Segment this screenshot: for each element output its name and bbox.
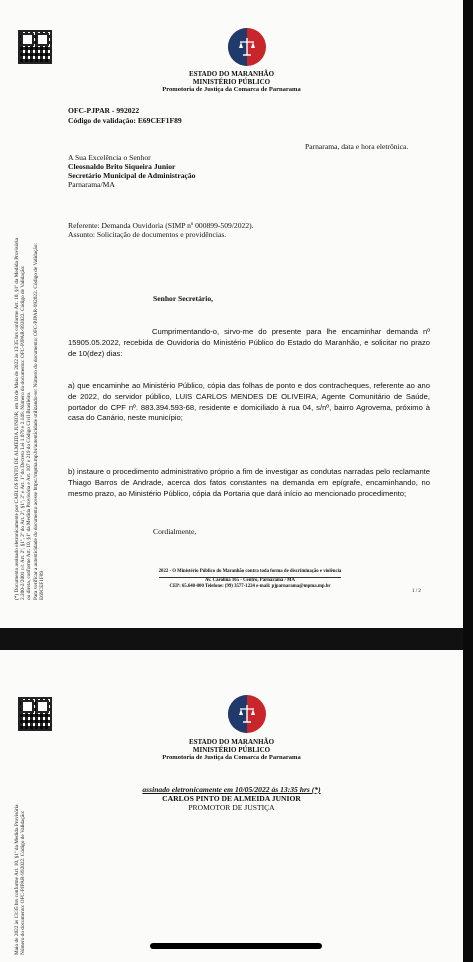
qr-code-icon [18, 30, 52, 64]
validation-code: Código de validação: E69CEF1F89 [68, 116, 182, 125]
document-header [0, 70, 463, 94]
header-office: Promotoria de Justiça da Comarca de Parnarama [162, 754, 301, 761]
screen-edge [463, 0, 473, 962]
reference-number: OFC-PJPAR - 992022 [68, 106, 140, 115]
addressee-line: A Sua Excelência o Senhor [68, 153, 151, 162]
addressee-block [68, 153, 195, 189]
sidebar-line-1: (*) Documento assinado eletronicamente por CARLOS PINTO DE ALMEIDA JUNIOR, em 10 de Maio de 2022 às 13:35 hrs conforme Art. 10, §1º da Medida Provisória [14, 238, 20, 600]
header-state: ESTADO DO MARANHÃO [188, 70, 275, 78]
addressee-title: Secretário Municipal de Administração [68, 171, 196, 180]
referente-line: Referente: Demanda Ouvidoria (SIMP nº 000899-509/2022). [68, 221, 254, 230]
sidebar-line-4: Para verificar a autenticidade do documento acesse https://mpma.mp.br/autenticidade utilizando-se: Número do documento: OFC-PJPAR-992022. Código de Validação: [32, 243, 39, 600]
home-indicator[interactable] [150, 943, 322, 949]
closing: Cordialmente, [153, 527, 197, 536]
sidebar-line-2: Número do documento: OFC-PJPAR-992022. Código de Validação: [20, 810, 27, 955]
document-page-2 [0, 650, 463, 962]
addressee-name: Cleosnaldo Brito Siqueira Junior [68, 162, 176, 171]
header-institution: MINISTÉRIO PÚBLICO [192, 78, 271, 86]
sidebar-line-1: Maio de 2022 às 13:35 hrs conforme Art. 10, §1º da Medida Provisória [14, 804, 20, 955]
paragraph-1: Cumprimentando-o, sirvo-me do presente para lhe encaminhar demanda nº 15905.05.2022, recebida de Ouvidoria do Ministério Público do Estado do Maranhão, e solicitar no prazo de 10(dez) dias: [68, 327, 430, 358]
signed-line: assinado eletronicamente em 10/05/2022 às 13:35 hrs (*) [142, 785, 321, 794]
paragraph-3: b) instaure o procedimento administrativo próprio a fim de investigar as condutas narradas pelo reclamante Thiago Barros de Andrade, acerca dos fatos constantes na demanda em epígrafe, encaminhando, no mesmo prazo, ao Ministério Público, cópia da Portaria que dará início ao mencionado procedimento; [68, 467, 430, 498]
footer-line-3: CEP: 65.640-000 Telefone: (99) 3577-1224 e-mail: pjparnarama@mpma.mp.br [169, 584, 331, 589]
footer-line-1: 2022 - O Ministério Público do Maranhão contra toda forma de discriminação e violência [159, 569, 342, 578]
signature-block [0, 785, 463, 812]
sidebar-line-3: ou direta, conforme Art. 10, §1º da Medida Provisória e Art. 107 e 219 do Código Civil Brasileiro. [26, 391, 33, 600]
header-office: Promotoria de Justiça da Comarca de Parnarama [162, 86, 301, 93]
reference-block [68, 221, 254, 239]
paragraph-2: a) que encaminhe ao Ministério Público, cópia das folhas de ponto e dos contracheques, referente ao ano de 2022, do servidor público, LUIS CARLOS MENDES DE OLIVEIRA, Agente Comunitário de Saúde, portador do CPF nº. 883.394.593-68, residente e domiciliado à rua 04, s/nº, bairro Agrovema, próximo à casa do Canário, neste município; [68, 381, 430, 423]
footer-line-2: Av. Carolina 165 - Centro, Parnarama / MA [205, 577, 295, 583]
assunto-line: Assunto: Solicitação de documentos e providências. [68, 230, 227, 239]
document-header [0, 738, 463, 762]
sidebar-line-2: 2.200-2/2001 c/c Art. 2º, §1º, 2º do Art. 2º, §1º, 2º e Art. 1º do Decreto Lei 1.079 e 2.149. Número do documento: OFC-PJPAR-992022. Código de Validação: [20, 265, 27, 600]
sidebar-line-5: E69CEF1F89 [38, 570, 45, 600]
page-number: 1 / 2 [412, 589, 421, 594]
date-line: Parnarama, data e hora eletrônica. [305, 142, 409, 151]
signer-title: PROMOTOR DE JUSTIÇA [188, 803, 275, 812]
addressee-city: Parnarama/MA [68, 180, 115, 189]
ministerio-publico-logo-icon [228, 28, 266, 66]
header-state: ESTADO DO MARANHÃO [188, 738, 275, 746]
signer-name: CARLOS PINTO DE ALMEIDA JUNIOR [162, 794, 301, 803]
header-institution: MINISTÉRIO PÚBLICO [192, 746, 271, 754]
ministerio-publico-logo-icon [228, 695, 266, 733]
document-footer [120, 569, 380, 591]
salutation: Senhor Secretário, [153, 294, 214, 303]
